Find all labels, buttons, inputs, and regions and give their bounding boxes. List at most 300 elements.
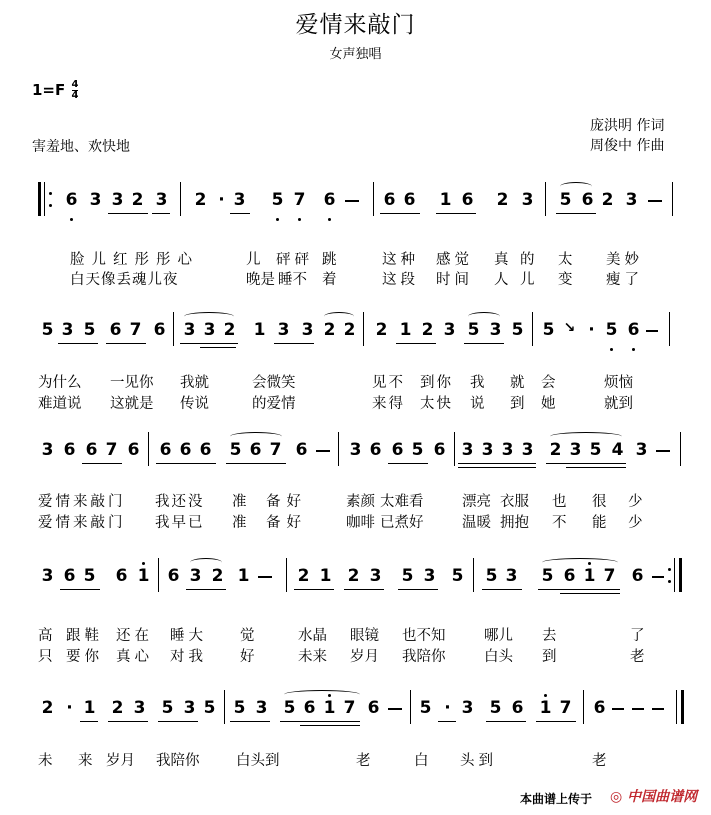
note: 3: [635, 440, 648, 460]
note: 3: [301, 320, 314, 340]
note: 5: [589, 440, 602, 460]
note: 3: [61, 320, 74, 340]
note: 3: [501, 440, 514, 460]
slur: [324, 312, 354, 321]
note: 6: [391, 440, 404, 460]
lyric: 来得: [372, 396, 405, 412]
note: 5: [489, 698, 502, 718]
barline: [180, 182, 181, 216]
lyric: 已煮好: [380, 515, 424, 531]
note: 5: [161, 698, 174, 718]
barline: [672, 182, 673, 216]
underline: [226, 463, 286, 464]
note: 6: [179, 440, 192, 460]
note: 6: [295, 440, 308, 460]
note: 5: [229, 440, 242, 460]
lyric: 高: [38, 628, 53, 644]
barline: [680, 432, 681, 466]
dash: [388, 708, 402, 710]
underline: [566, 467, 626, 468]
lyric: 少: [628, 494, 643, 510]
underline: [80, 721, 98, 722]
lyric: 我就: [180, 375, 209, 391]
lyric: 脸儿红彤彤心: [70, 252, 199, 268]
note: 5: [233, 698, 246, 718]
barline: [669, 312, 670, 346]
tempo-mark: 害羞地、欢快地: [32, 139, 130, 155]
time-sig-top: 4: [71, 79, 79, 90]
lyric: 漂亮: [462, 494, 491, 510]
lyric: 儿: [520, 272, 535, 288]
lyric: 眼镜: [350, 628, 379, 644]
note: 1: [323, 698, 336, 718]
lyric: 只: [38, 649, 53, 665]
note: 3: [41, 566, 54, 586]
underline: [274, 343, 314, 344]
note: 6: [383, 190, 396, 210]
dash: [258, 576, 272, 578]
lyric: 能: [592, 515, 607, 531]
note: 7: [603, 566, 616, 586]
note: 3: [203, 320, 216, 340]
song-title: 爱情来敲门: [295, 12, 416, 38]
underline: [388, 463, 428, 464]
underline: [538, 589, 620, 590]
lyric: 未来: [298, 649, 327, 665]
lyric: 少: [628, 515, 643, 531]
high-octave-dot: [544, 694, 547, 697]
dash: [632, 708, 644, 710]
low-octave-dot: [276, 218, 279, 221]
note: 3: [155, 190, 168, 210]
lyric: 准: [232, 515, 247, 531]
note: 5: [83, 566, 96, 586]
note: 3: [183, 320, 196, 340]
note: 2: [347, 566, 360, 586]
barline: [224, 690, 225, 724]
note: 5: [542, 320, 555, 340]
lyric: 烦恼: [604, 375, 633, 391]
note: 1: [539, 698, 552, 718]
lyrics-row-1b: [0, 268, 711, 288]
note: 5: [401, 566, 414, 586]
note: 6: [63, 440, 76, 460]
underline: [82, 463, 122, 464]
lyrics-row-4a: [0, 624, 711, 644]
lyric: 好: [240, 649, 255, 665]
underline: [180, 343, 238, 344]
note: 2: [496, 190, 509, 210]
note: 4: [611, 440, 624, 460]
note: 3: [369, 566, 382, 586]
note: 5: [511, 320, 524, 340]
lyric: 哪儿: [484, 628, 513, 644]
lyric: 岁月: [106, 753, 135, 769]
lyric: 儿: [246, 252, 261, 268]
lyric: 老: [630, 649, 645, 665]
lyric: 觉: [240, 628, 255, 644]
dash: [345, 200, 359, 202]
note: 5: [411, 440, 424, 460]
dash: [652, 576, 664, 578]
note: 6: [63, 566, 76, 586]
note: 5: [83, 320, 96, 340]
note: 3: [349, 440, 362, 460]
note: 3: [461, 440, 474, 460]
lyric: 准: [232, 494, 247, 510]
note: 6: [109, 320, 122, 340]
lyric: 瘦了: [606, 272, 643, 288]
lyric: 说: [470, 396, 485, 412]
composer: 周俊中 作曲: [590, 138, 665, 154]
lyric: 咖啡: [346, 515, 375, 531]
lyric: 太: [558, 252, 573, 268]
note: 2: [297, 566, 310, 586]
lyric: 也: [552, 494, 567, 510]
low-octave-dot: [610, 348, 613, 351]
dash: [656, 450, 670, 452]
note: 6: [627, 320, 640, 340]
lyrics-row-2a: [0, 371, 711, 391]
note: 6: [159, 440, 172, 460]
lyric: 太难看: [380, 494, 424, 510]
note: 2: [323, 320, 336, 340]
note: 6: [461, 190, 474, 210]
lyric: 不: [552, 515, 567, 531]
underline: [200, 347, 236, 348]
lyric: 这段: [382, 272, 419, 288]
lyric: 我: [470, 375, 485, 391]
lyric: 老: [356, 753, 371, 769]
note: ·: [588, 320, 595, 340]
repeat-dot: [49, 204, 52, 207]
lyric: 难道说: [38, 396, 82, 412]
note: 6: [127, 440, 140, 460]
lyric: 就: [510, 375, 525, 391]
note: 3: [461, 698, 474, 718]
lyrics-row-3b: [0, 511, 711, 531]
lyric: 温暖: [462, 515, 491, 531]
underline: [108, 721, 148, 722]
note: 1: [319, 566, 332, 586]
underline: [230, 721, 270, 722]
underline: [438, 721, 456, 722]
low-octave-dot: [328, 218, 331, 221]
note: 3: [183, 698, 196, 718]
note: 6: [85, 440, 98, 460]
note: 5: [203, 698, 216, 718]
note: 2: [194, 190, 207, 210]
repeat-dot: [668, 568, 671, 571]
dash: [316, 450, 330, 452]
note: 6: [367, 698, 380, 718]
lyric: 她: [541, 396, 556, 412]
lyric: 变: [558, 272, 573, 288]
barline: [583, 690, 584, 724]
underline: [58, 343, 98, 344]
lyric: 备好: [266, 515, 307, 531]
note: 2: [223, 320, 236, 340]
note: 2: [211, 566, 224, 586]
lyric: 会微笑: [252, 375, 296, 391]
note: 2: [601, 190, 614, 210]
note: 3: [481, 440, 494, 460]
barline: [148, 432, 149, 466]
lyric: 的: [520, 252, 535, 268]
barline: [454, 432, 455, 466]
note: 3: [189, 566, 202, 586]
low-octave-dot: [70, 218, 73, 221]
note: 5: [467, 320, 480, 340]
underline: [398, 589, 438, 590]
lyric: 我早已: [155, 515, 205, 531]
lyric: 真: [494, 252, 509, 268]
underline: [108, 213, 148, 214]
note: 3: [521, 440, 534, 460]
note: 6: [115, 566, 128, 586]
note: 6: [433, 440, 446, 460]
underline: [536, 721, 576, 722]
lyric: 爱情来敲门: [38, 494, 126, 510]
note: ·: [66, 698, 73, 718]
lyricist: 庞洪明 作词: [590, 118, 665, 134]
lyric: 真心: [116, 649, 153, 665]
lyric: 这就是: [110, 396, 154, 412]
note: 3: [89, 190, 102, 210]
note: 3: [277, 320, 290, 340]
underline: [186, 589, 226, 590]
lyric: 时间: [436, 272, 473, 288]
note: 3: [625, 190, 638, 210]
underline: [380, 213, 420, 214]
lyric: 就到: [604, 396, 633, 412]
note: 1: [399, 320, 412, 340]
repeat-end-bar: [679, 558, 682, 592]
lyric: 白天像丢魂儿夜: [70, 272, 179, 288]
underline: [156, 463, 216, 464]
final-bar: [681, 690, 684, 724]
lyric: 白: [414, 753, 429, 769]
underline: [60, 589, 100, 590]
note: 2: [131, 190, 144, 210]
note: 6: [303, 698, 316, 718]
note: 3: [111, 190, 124, 210]
lyric: 跳: [322, 252, 337, 268]
lyric: 这种: [382, 252, 419, 268]
lyric: 衣服: [500, 494, 529, 510]
lyric: 晚是: [246, 272, 275, 288]
lyric: 爱情来敲门: [38, 515, 126, 531]
slur: [284, 690, 360, 699]
lyric: 我陪你: [402, 649, 446, 665]
note: 2: [375, 320, 388, 340]
note: 3: [133, 698, 146, 718]
lyric: 着: [322, 272, 337, 288]
note: 6: [563, 566, 576, 586]
underline: [482, 589, 522, 590]
lyric: 我还没: [155, 494, 205, 510]
lyric: 白头: [484, 649, 513, 665]
note: 5: [605, 320, 618, 340]
lyric: 太快: [420, 396, 453, 412]
note: 2: [343, 320, 356, 340]
lyric: 睡不: [278, 272, 307, 288]
note: 3: [505, 566, 518, 586]
note: 6: [249, 440, 262, 460]
underline: [458, 463, 536, 464]
glissando-arrow-icon: ↘: [563, 320, 576, 336]
underline: [436, 213, 476, 214]
note: 3: [489, 320, 502, 340]
lyric: 砰砰: [276, 252, 313, 268]
lyric: 拥抱: [500, 515, 529, 531]
footer-upload-text: 本曲谱上传于: [520, 792, 593, 806]
dash: [648, 200, 662, 202]
lyric: 要你: [66, 649, 103, 665]
note: 6: [581, 190, 594, 210]
note: 2: [421, 320, 434, 340]
lyric: 到: [542, 649, 557, 665]
time-signature: [72, 80, 79, 101]
note: 1: [83, 698, 96, 718]
site-logo-text: 中国曲谱网: [627, 789, 698, 805]
note: 7: [129, 320, 142, 340]
note: ·: [444, 698, 451, 718]
dash: [652, 708, 664, 710]
notation-row-2: [0, 310, 711, 354]
credits: [590, 116, 664, 156]
site-logo-icon: ◎: [610, 789, 623, 805]
note: 6: [199, 440, 212, 460]
note: 1: [237, 566, 250, 586]
underline: [560, 593, 620, 594]
lyric: 美妙: [606, 252, 643, 268]
lyric: 感觉: [436, 252, 473, 268]
repeat-dot: [668, 580, 671, 583]
note: 1: [439, 190, 452, 210]
underline: [152, 213, 170, 214]
underline: [106, 343, 146, 344]
note: 5: [451, 566, 464, 586]
note: ·: [218, 190, 225, 210]
final-thin-bar: [676, 690, 677, 724]
barline: [373, 182, 374, 216]
lyric: 来: [78, 753, 93, 769]
lyrics-row-1a: [0, 248, 711, 268]
note: 3: [443, 320, 456, 340]
note: 5: [41, 320, 54, 340]
lyric: 也不知: [402, 628, 446, 644]
lyric: 老: [592, 753, 607, 769]
note: 6: [631, 566, 644, 586]
lyric: 去: [542, 628, 557, 644]
repeat-end-thin-bar: [674, 558, 675, 592]
note: 7: [105, 440, 118, 460]
note: 6: [153, 320, 166, 340]
barline: [286, 558, 287, 592]
lyrics-row-3a: [0, 490, 711, 510]
note: 6: [369, 440, 382, 460]
note: 5: [419, 698, 432, 718]
lyrics-row-4b: [0, 645, 711, 665]
underline: [546, 463, 626, 464]
note: 6: [593, 698, 606, 718]
slur: [560, 182, 592, 191]
note: 7: [559, 698, 572, 718]
underline: [230, 213, 250, 214]
note: 3: [41, 440, 54, 460]
note: 5: [559, 190, 572, 210]
lyric: 我陪你: [156, 753, 200, 769]
dash: [646, 330, 658, 332]
key-label: 1=F: [32, 81, 66, 99]
note: 2: [41, 698, 54, 718]
note: 6: [323, 190, 336, 210]
lyric: 了: [630, 628, 645, 644]
lyrics-row-2b: [0, 392, 711, 412]
underline: [344, 589, 384, 590]
notation-row-3: [0, 430, 711, 474]
lyric: 未: [38, 753, 53, 769]
low-octave-dot: [298, 218, 301, 221]
slur: [550, 432, 622, 441]
barline: [158, 558, 159, 592]
note: 7: [343, 698, 356, 718]
lyric: 的爱情: [252, 396, 296, 412]
high-octave-dot: [142, 562, 145, 565]
slur: [542, 558, 618, 567]
lyric: 一见你: [110, 375, 154, 391]
note: 3: [423, 566, 436, 586]
note: 6: [403, 190, 416, 210]
repeat-start-thin-bar: [44, 182, 45, 216]
lyric: 见不: [372, 375, 405, 391]
lyrics-row-5a: [0, 749, 711, 769]
barline: [410, 690, 411, 724]
key-signature: [32, 80, 78, 101]
lyric: 白头到: [236, 753, 280, 769]
site-logo: [610, 786, 697, 806]
barline: [473, 558, 474, 592]
note: 1: [253, 320, 266, 340]
dash: [612, 708, 624, 710]
underline: [158, 721, 198, 722]
underline: [458, 467, 536, 468]
time-sig-bottom: 4: [71, 90, 79, 101]
song-subtitle: 女声独唱: [329, 47, 382, 62]
note: 7: [269, 440, 282, 460]
barline: [173, 312, 174, 346]
note: 2: [111, 698, 124, 718]
lyric: 备好: [266, 494, 307, 510]
underline: [300, 725, 360, 726]
underline: [464, 343, 504, 344]
notation-row-4: [0, 556, 711, 600]
note: 5: [283, 698, 296, 718]
note: 6: [167, 566, 180, 586]
slur: [184, 312, 234, 321]
note: 5: [271, 190, 284, 210]
lyric: 到: [510, 396, 525, 412]
repeat-dot: [49, 192, 52, 195]
note: 3: [521, 190, 534, 210]
note: 6: [511, 698, 524, 718]
note: 7: [293, 190, 306, 210]
lyric: 素颜: [346, 494, 375, 510]
note: 1: [137, 566, 150, 586]
slur: [190, 558, 222, 567]
note: 3: [569, 440, 582, 460]
